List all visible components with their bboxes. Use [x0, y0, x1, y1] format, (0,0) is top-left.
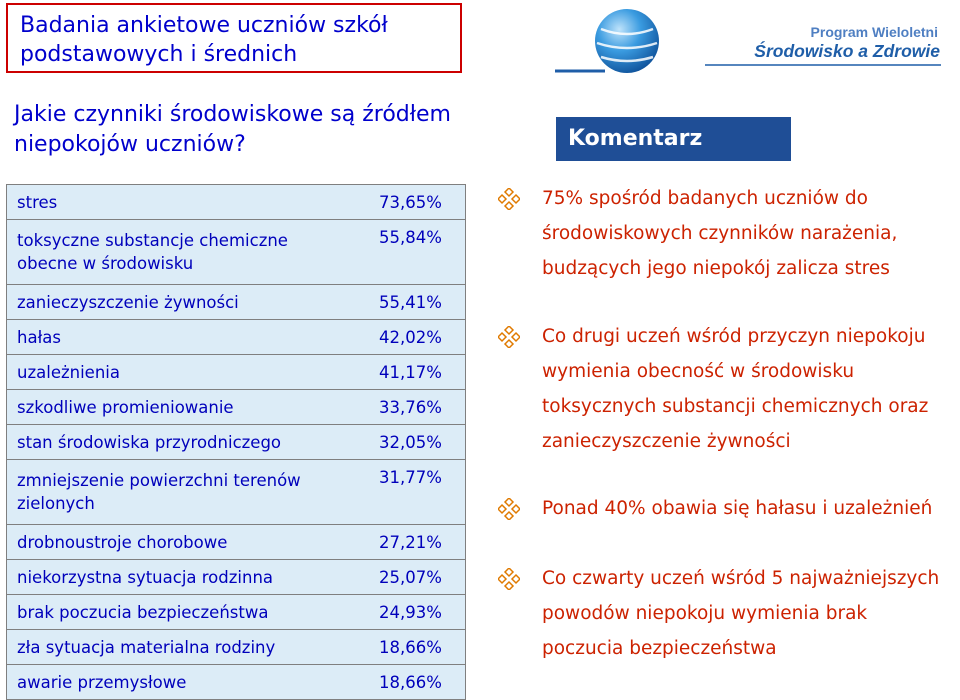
factor-name: [7, 220, 362, 285]
factor-name: [7, 285, 362, 320]
factor-name-line: uzależnienia: [17, 362, 120, 382]
factor-percent: 18,66%: [361, 630, 466, 665]
table-row: [7, 560, 466, 595]
factor-name-line: zmniejszenie powierzchni terenów: [17, 471, 301, 490]
factor-name-line: brak poczucia bezpieczeństwa: [17, 602, 269, 622]
table-row: [7, 320, 466, 355]
factor-name-line: szkodliwe promieniowanie: [17, 397, 234, 417]
factor-percent: 25,07%: [361, 560, 466, 595]
question-line1: Jakie czynniki środowiskowe są źródłem: [14, 102, 451, 127]
four-diamond-bullet-icon: [498, 326, 520, 348]
comment-text-line: środowiskowych czynników narażenia,: [542, 223, 898, 244]
table-row: [7, 285, 466, 320]
four-diamond-bullet-icon: [498, 568, 520, 590]
table-row: [7, 425, 466, 460]
comment-text: [542, 491, 960, 526]
factor-name: [7, 665, 362, 700]
factor-name-line: stres: [17, 192, 58, 212]
comment-text-line: budzących jego niepokój zalicza stres: [542, 258, 890, 279]
table-row: [7, 390, 466, 425]
factor-name: [7, 630, 362, 665]
comment-text-line: Co drugi uczeń wśród przyczyn niepokoju: [542, 326, 926, 347]
comment-text-line: 75% spośród badanych uczniów do: [542, 188, 868, 209]
factor-name: [7, 390, 362, 425]
table-row: [7, 665, 466, 700]
slide-title-box: [6, 3, 462, 73]
factor-name-line: drobnoustroje chorobowe: [17, 532, 228, 552]
table-row: [7, 595, 466, 630]
factor-name-line: obecne w środowisku: [17, 254, 194, 273]
four-diamond-bullet-icon: [498, 188, 520, 210]
comment-text: [542, 561, 960, 666]
factor-name: [7, 595, 362, 630]
comment-text-line: zanieczyszczenie żywności: [542, 431, 791, 452]
question-heading: [14, 100, 474, 160]
table-row: [7, 220, 466, 285]
factor-name: [7, 425, 362, 460]
factor-name: [7, 460, 362, 525]
slide-title-line1: Badania ankietowe uczniów szkół: [20, 13, 388, 38]
factor-name-line: zanieczyszczenie żywności: [17, 292, 239, 312]
factor-percent: 33,76%: [361, 390, 466, 425]
comment-text-line: poczucia bezpieczeństwa: [542, 638, 777, 659]
table-row: [7, 460, 466, 525]
factor-percent: 73,65%: [361, 185, 466, 220]
question-line2: niepokojów uczniów?: [14, 132, 246, 157]
factor-name-line: hałas: [17, 327, 61, 347]
factor-percent: 27,21%: [361, 525, 466, 560]
factor-name: [7, 320, 362, 355]
comment-text-line: wymienia obecność w środowisku: [542, 361, 855, 382]
comment-text-line: Co czwarty uczeń wśród 5 najważniejszych: [542, 568, 940, 589]
factors-table: [6, 184, 466, 700]
table-row: [7, 185, 466, 220]
factor-name-line: niekorzystna sytuacja rodzinna: [17, 567, 274, 587]
factor-percent: 41,17%: [361, 355, 466, 390]
factor-percent: 31,77%: [361, 460, 466, 525]
factor-name-line: zielonych: [17, 494, 95, 513]
comment-text-line: powodów niepokoju wymienia brak: [542, 603, 868, 624]
factor-name: [7, 560, 362, 595]
factor-percent: 18,66%: [361, 665, 466, 700]
comment-text: [542, 181, 960, 286]
factor-name: [7, 525, 362, 560]
factor-percent: 55,41%: [361, 285, 466, 320]
comment-header: Komentarz: [556, 117, 791, 161]
comment-text-line: toksycznych substancji chemicznych oraz: [542, 396, 929, 417]
factor-percent: 24,93%: [361, 595, 466, 630]
factor-name: [7, 355, 362, 390]
comment-text-line: Ponad 40% obawia się hałasu i uzależnień: [542, 498, 933, 519]
factor-name-line: awarie przemysłowe: [17, 672, 187, 692]
four-diamond-bullet-icon: [498, 498, 520, 520]
table-row: [7, 630, 466, 665]
table-row: [7, 355, 466, 390]
table-row: [7, 525, 466, 560]
factor-name: [7, 185, 362, 220]
comment-text: [542, 319, 960, 459]
logo-program-label: Program Wieloletni: [810, 24, 938, 40]
slide-title-line2: podstawowych i średnich: [20, 42, 298, 67]
factor-name-line: toksyczne substancje chemiczne: [17, 231, 288, 250]
factor-name-line: zła sytuacja materialna rodziny: [17, 637, 276, 657]
logo-program-name: Środowisko a Zdrowie: [754, 41, 940, 61]
blue-globe-logo-icon: [555, 5, 955, 75]
factor-percent: 32,05%: [361, 425, 466, 460]
factor-name-line: stan środowiska przyrodniczego: [17, 432, 282, 452]
factor-percent: 42,02%: [361, 320, 466, 355]
factor-percent: 55,84%: [361, 220, 466, 285]
